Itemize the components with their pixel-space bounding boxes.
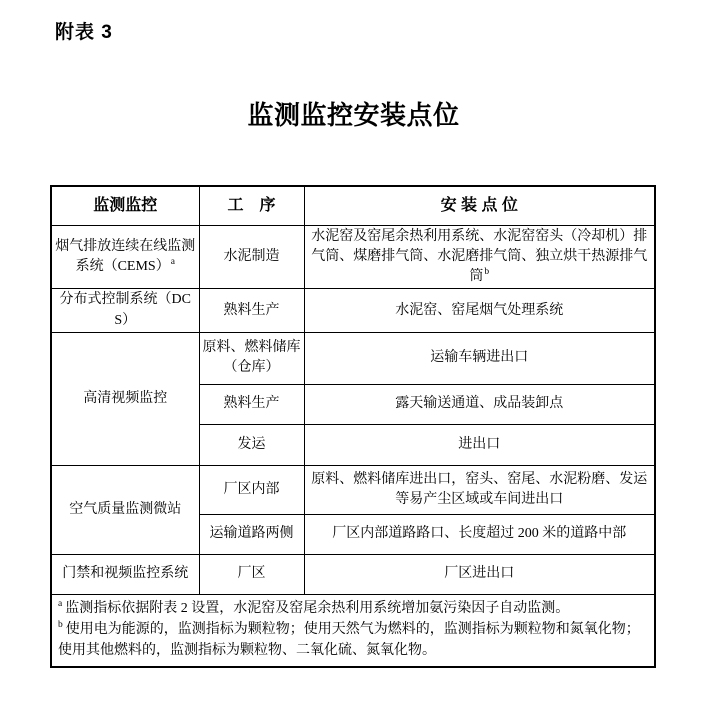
footnote-a-text: 监测指标依据附表 2 设置，水泥窑及窑尾余热利用系统增加氨污染因子自动监测。 xyxy=(65,600,570,616)
process-cell: 熟料生产 xyxy=(199,384,304,424)
page-title: 监测监控安装点位 xyxy=(247,100,460,130)
points-label: 水泥窑及窑尾余热利用系统、水泥窑窑头（冷却机）排气筒、煤磨排气筒、水泥磨排气筒、独立烘干热源排气筒 xyxy=(311,228,648,285)
table-header-row xyxy=(51,186,655,225)
system-cell: 门禁和视频监控系统 xyxy=(51,554,199,594)
footnote-b-marker: b xyxy=(58,620,63,631)
process-cell: 发运 xyxy=(199,424,304,465)
process-cell: 厂区 xyxy=(199,554,304,594)
table-row-cems xyxy=(51,225,655,289)
footnotes-cell xyxy=(51,594,655,667)
process-cell: 熟料生产 xyxy=(199,289,304,333)
points-cell xyxy=(304,225,655,289)
points-cell: 厂区内部道路路口、长度超过 200 米的道路中部 xyxy=(304,514,655,554)
monitoring-points-table xyxy=(50,185,656,668)
footnote-b xyxy=(58,619,648,661)
points-cell: 运输车辆进出口 xyxy=(304,332,655,384)
process-cell: 原料、燃料储库（仓库） xyxy=(199,332,304,384)
table-row-dcs xyxy=(51,289,655,333)
footnote-b-text: 使用电为能源的，监测指标为颗粒物；使用天然气为燃料的，监测指标为颗粒物和氮氧化物；使用其他燃料的，监测指标为颗粒物、二氧化硫、氮氧化物。 xyxy=(58,621,640,658)
points-cell: 厂区进出口 xyxy=(304,554,655,594)
table-row-airquality-1 xyxy=(51,465,655,514)
table-row-video-1 xyxy=(51,332,655,384)
points-footnote-marker: b xyxy=(484,267,490,278)
system-cell: 高清视频监控 xyxy=(51,332,199,465)
system-footnote-marker: a xyxy=(170,257,175,268)
col-header-system: 监测监控 xyxy=(51,186,199,225)
footnote-a-marker: a xyxy=(58,599,63,610)
appendix-label: 附表 3 xyxy=(55,22,113,43)
process-cell: 水泥制造 xyxy=(199,225,304,289)
system-cell: 空气质量监测微站 xyxy=(51,465,199,554)
points-cell: 露天输送通道、成品装卸点 xyxy=(304,384,655,424)
col-header-process: 工 序 xyxy=(199,186,304,225)
table-footnotes-row xyxy=(51,594,655,667)
points-cell: 原料、燃料储库进出口，窑头、窑尾、水泥粉磨、发运等易产尘区域或车间进出口 xyxy=(304,465,655,514)
process-cell: 运输道路两侧 xyxy=(199,514,304,554)
system-cell xyxy=(51,225,199,289)
system-label: 烟气排放连续在线监测系统（CEMS） xyxy=(55,238,196,274)
table-row-access-control xyxy=(51,554,655,594)
process-cell: 厂区内部 xyxy=(199,465,304,514)
system-cell: 分布式控制系统（DCS） xyxy=(51,289,199,333)
points-cell: 进出口 xyxy=(304,424,655,465)
col-header-points: 安 装 点 位 xyxy=(304,186,655,225)
points-cell: 水泥窑、窑尾烟气处理系统 xyxy=(304,289,655,333)
footnote-a xyxy=(58,598,648,619)
